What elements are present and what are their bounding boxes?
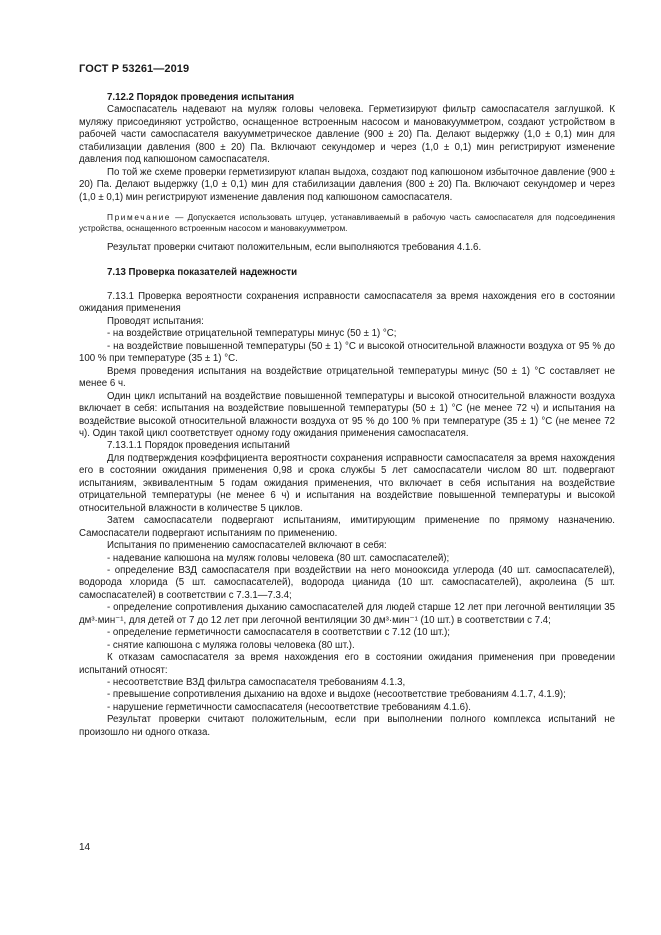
section-7-13-title: 7.13 Проверка показателей надежности xyxy=(107,266,298,278)
paragraph: Самоспасатель надевают на муляж головы человека. Герметизируют фильтр самоспасателя заглушкой. К муляжу присоединяют устройство, оснащенное встроенным насосом и мановакуумметром, создают устройством в рабочей части самоспасателя вакуумметрическое давление (900 ± 20) Па. Делают выдержку (1,0 ± 0,1) мин для стабилизации давления (800 ± 20) Па. Включают секундомер и через (1,0 ± 0,1) мин регистрируют изменение давления под капюшоном самоспасателя. xyxy=(79,104,615,166)
list-item: - снятие капюшона с муляжа головы человека (80 шт.). xyxy=(107,639,355,651)
note-label: Примечание xyxy=(107,212,172,223)
subsection-title: 7.13.1.1 Порядок проведения испытаний xyxy=(107,440,290,452)
list-item: - на воздействие повышенной температуры (50 ± 1) °С и высокой относительной влажности воздуха от 95 % до 100 % при температуре (35 ± 1) °С. xyxy=(79,340,615,365)
paragraph: Время проведения испытания на воздействие отрицательной температуры минус (50 ± 1) °С составляет не менее 6 ч. xyxy=(79,365,615,390)
result-paragraph: Результат проверки считают положительным, если выполняются требования 4.1.6. xyxy=(107,242,482,254)
note-text: — Допускается использовать штуцер, устанавливаемый в рабочую часть самоспасателя для подсоединения устройства, оснащенного встроенным насосом и мановакуумметром. xyxy=(79,212,615,234)
list-item: - нарушение герметичности самоспасателя (несоответствие требованиям 4.1.6). xyxy=(107,701,471,713)
list-item: - надевание капюшона на муляж головы человека (80 шт. самоспасателей); xyxy=(107,552,450,564)
list-item: - несоответствие ВЗД фильтра самоспасателя требованиям 4.1.3, xyxy=(107,677,406,689)
list-item: - определение ВЗД самоспасателя при воздействии на него монооксида углерода (40 шт. самоспасателей), водорода хлорида (5 шт. самоспасателей), водорода цианида (10 шт. самоспасателей), акролеина (5 шт. самоспасателей) в соответствии с 7.3.1—7.3.4; xyxy=(79,564,615,601)
document-header: ГОСТ Р 53261—2019 xyxy=(79,63,190,75)
list-item: - на воздействие отрицательной температуры минус (50 ± 1) °С; xyxy=(107,328,397,340)
paragraph: К отказам самоспасателя за время нахождения его в состоянии ожидания применения при проведении испытаний относят: xyxy=(79,652,615,676)
paragraph: Один цикл испытаний на воздействие повышенной температуры и высокой относительной влажности воздуха включает в себя: испытания на воздействие повышенной температуры (50 ± 1) °С (не менее 72 ч) и испытания на воздействие высокой относительной влажности воздуха от 95 % до 100 % при температуре (35 ± 1) °С (не менее 72 ч). Один такой цикл соответствует одному году ожидания применения самоспасателя. xyxy=(79,390,615,439)
section-7-12-2-title: 7.12.2 Порядок проведения испытания xyxy=(107,92,295,103)
page-number: 14 xyxy=(79,842,91,853)
list-item: - превышение сопротивления дыханию на вдохе и выдохе (несоответствие требованиям 4.1.7, 4.1.9); xyxy=(107,689,566,701)
paragraph: 7.13.1 Проверка вероятности сохранения исправности самоспасателя за время нахождения его в состоянии ожидания применения xyxy=(79,290,615,315)
note xyxy=(79,212,615,234)
paragraph: Испытания по применению самоспасателей включают в себя: xyxy=(107,540,387,552)
paragraph: Для подтверждения коэффициента вероятности сохранения исправности самоспасателя за время нахождения его в состоянии ожидания применения 0,98 и срока службы 5 лет самоспасатели числом 80 шт. подвергают испытаниям, эквивалентным 5 годам ожидания применения, что включает в себя испытания на воздействие отрицательной температуры (не менее 6 ч) и испытания на воздействие повышенной температуры и высокой относительной влажности в количестве 5 циклов. xyxy=(79,452,615,514)
paragraph: По той же схеме проверки герметизируют клапан выдоха, создают под капюшоном избыточное давление (900 ± 20) Па. Делают выдержку (1,0 ± 0,1) мин для стабилизации давления (800 ± 20) Па. Включают секундомер и через (1,0 ± 0,1) мин регистрируют изменение давления под капюшоном самоспасателя. xyxy=(79,166,615,203)
paragraph: Проводят испытания: xyxy=(107,315,204,327)
list-item: - определение герметичности самоспасателя в соответствии с 7.12 (10 шт.); xyxy=(107,627,450,639)
paragraph: Затем самоспасатели подвергают испытаниям, имитирующим применение по прямому назначению. Самоспасатели подвергают испытаниям по применению. xyxy=(79,515,615,539)
result-paragraph: Результат проверки считают положительным, если при выполнении полного комплекса испытаний не произошло ни одного отказа. xyxy=(79,714,615,738)
page-body xyxy=(79,92,615,739)
list-item: - определение сопротивления дыханию самоспасателей для людей старше 12 лет при легочной вентиляции 35 дм³·мин⁻¹, для детей от 7 до 12 лет при легочной вентиляции 30 дм³·мин⁻¹ (10 шт.) в соответствии с 7.4; xyxy=(79,602,615,626)
